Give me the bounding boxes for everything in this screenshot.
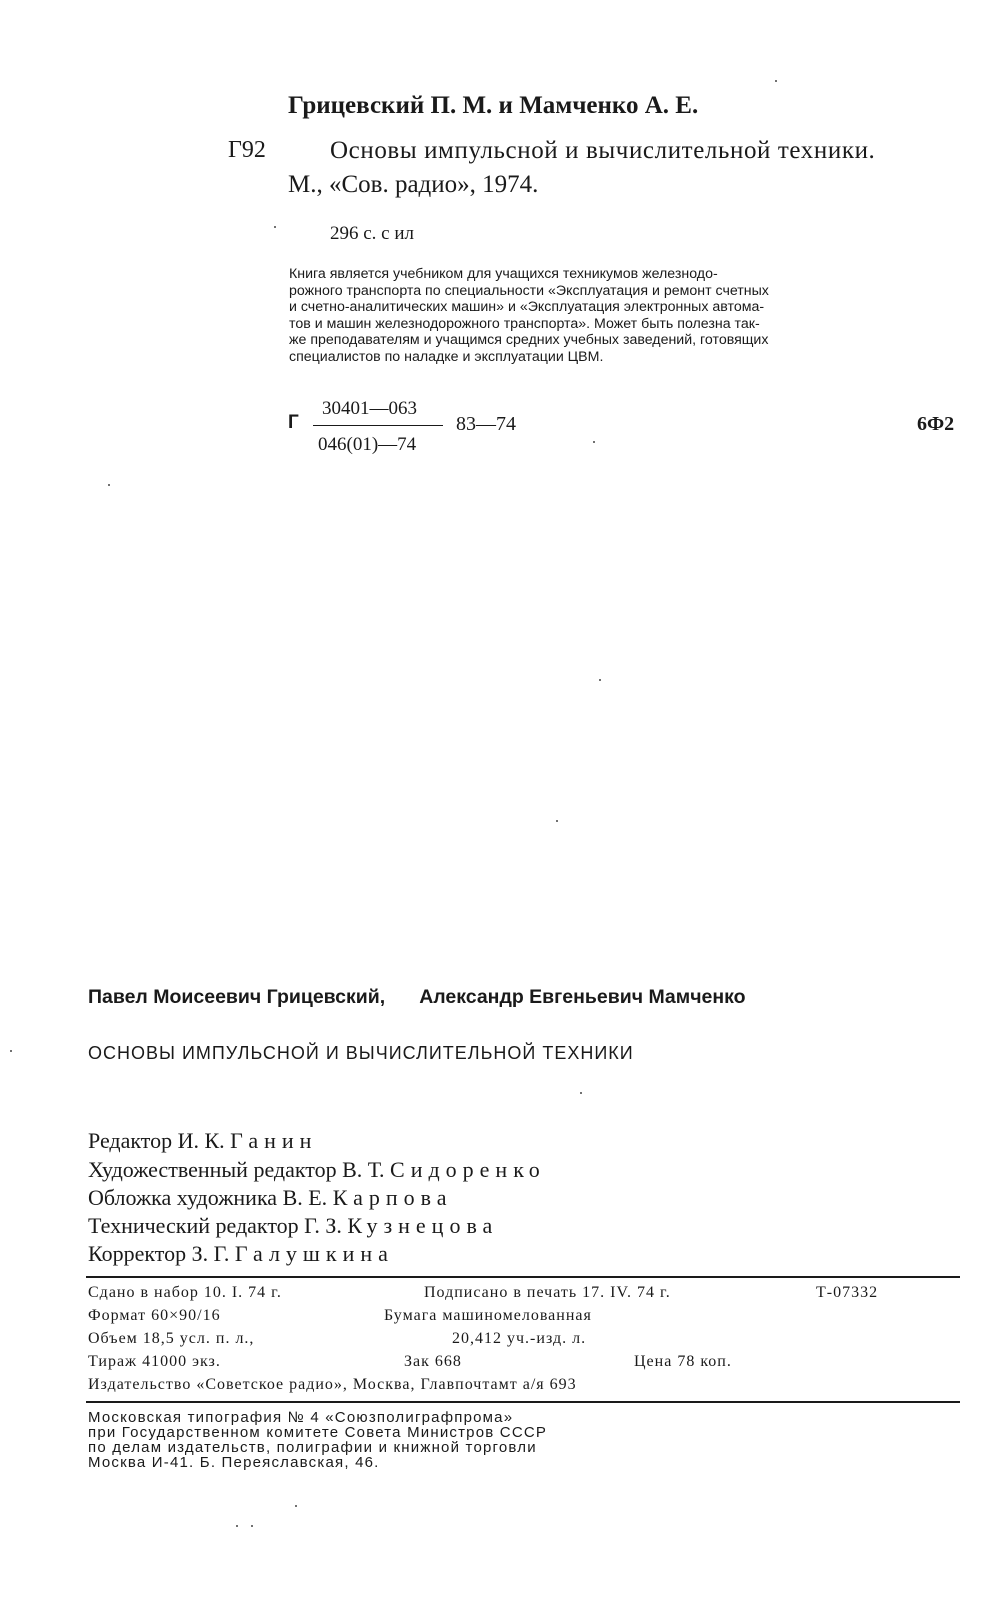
credit-role: Корректор З. Г. bbox=[88, 1241, 230, 1266]
credit-editor bbox=[88, 1128, 317, 1154]
imprint-signed: Подписано в печать 17. IV. 74 г. bbox=[424, 1284, 671, 1301]
imprint-publisher: Издательство «Советское радио», Москва, Главпочтамт а/я 693 bbox=[88, 1376, 577, 1393]
credit-name: Галушкина bbox=[234, 1241, 394, 1266]
book-annotation bbox=[289, 266, 959, 365]
annotation-line: Книга является учебником для учащихся техникумов железнодо- bbox=[289, 266, 718, 282]
credit-role: Редактор И. К. bbox=[88, 1128, 225, 1153]
code-letter: Г bbox=[288, 412, 299, 433]
scan-speck bbox=[775, 80, 777, 82]
credit-name: Ганин bbox=[230, 1128, 318, 1153]
book-title: Основы импульсной и вычислительной техники. bbox=[330, 137, 876, 164]
credit-role: Художественный редактор В. Т. bbox=[88, 1157, 385, 1182]
credit-tech-editor bbox=[88, 1213, 498, 1239]
book-authors: Грицевский П. М. и Мамченко А. Е. bbox=[288, 92, 699, 119]
author-2: Александр Евгеньевич Мамченко bbox=[419, 986, 746, 1008]
credit-name: Карпова bbox=[332, 1185, 453, 1210]
page-count: 296 с. с ил bbox=[330, 223, 415, 244]
credit-name: Кузнецова bbox=[347, 1213, 499, 1238]
credit-name: Сидоренко bbox=[390, 1157, 546, 1182]
annotation-line: и счетно-аналитических машин» и «Эксплуатация электронных автома- bbox=[289, 299, 765, 315]
code-suffix: 83—74 bbox=[456, 413, 516, 435]
fraction-bar bbox=[313, 425, 443, 426]
imprint-top-rule bbox=[86, 1276, 960, 1278]
scan-speck bbox=[274, 226, 276, 228]
annotation-line: же преподавателям и учащимся средних учебных заведений, готовящих bbox=[289, 332, 769, 348]
credit-role: Технический редактор Г. З. bbox=[88, 1213, 342, 1238]
title-caps: ОСНОВЫ ИМПУЛЬСНОЙ И ВЫЧИСЛИТЕЛЬНОЙ ТЕХНИКИ bbox=[88, 1043, 634, 1063]
publisher-line: М., «Сов. радио», 1974. bbox=[288, 171, 539, 198]
author-1: Павел Моисеевич Грицевский, bbox=[88, 986, 386, 1008]
imprint-price: Цена 78 коп. bbox=[634, 1353, 732, 1370]
scan-speck bbox=[593, 441, 595, 443]
imprint-volume-2: 20,412 уч.-изд. л. bbox=[452, 1330, 587, 1347]
imprint-bottom-rule bbox=[86, 1401, 960, 1403]
printer-line: по делам издательств, полиграфии и книжной торговли bbox=[88, 1439, 537, 1456]
authors-full-names bbox=[88, 986, 746, 1009]
scan-speck bbox=[236, 1525, 238, 1527]
classification-code: 6Ф2 bbox=[917, 413, 955, 435]
scan-speck bbox=[295, 1505, 297, 1507]
code-denominator: 046(01)—74 bbox=[318, 434, 417, 455]
annotation-line: специалистов по наладке и эксплуатации ЦВМ. bbox=[289, 348, 604, 365]
imprint-run: Тираж 41000 экз. bbox=[88, 1353, 221, 1370]
annotation-line: тов и машин железнодорожного транспорта». Может быть полезна так- bbox=[289, 315, 760, 332]
imprint-volume: Объем 18,5 усл. п. л., bbox=[88, 1330, 255, 1347]
credit-corrector bbox=[88, 1241, 394, 1267]
printer-line: при Государственном комитете Совета Министров СССР bbox=[88, 1424, 548, 1441]
imprint-code: Т-07332 bbox=[816, 1284, 879, 1301]
library-index: Г92 bbox=[228, 137, 266, 163]
scan-speck bbox=[10, 1050, 12, 1052]
scan-speck bbox=[556, 820, 558, 822]
scan-speck bbox=[580, 1092, 582, 1094]
imprint-sent: Сдано в набор 10. I. 74 г. bbox=[88, 1284, 282, 1301]
scan-speck bbox=[108, 484, 110, 486]
code-numerator: 30401—063 bbox=[322, 398, 417, 419]
imprint-order: Зак 668 bbox=[404, 1353, 462, 1370]
printer-line: Московская типография № 4 «Союзполиграфпрома» bbox=[88, 1409, 514, 1426]
printer-line: Москва И-41. Б. Переяславская, 46. bbox=[88, 1454, 380, 1471]
imprint-paper: Бумага машиномелованная bbox=[384, 1307, 592, 1324]
credit-role: Обложка художника В. Е. bbox=[88, 1185, 328, 1210]
credit-cover bbox=[88, 1185, 452, 1211]
annotation-line: рожного транспорта по специальности «Эксплуатация и ремонт счетных bbox=[289, 282, 769, 299]
imprint-format: Формат 60×90/16 bbox=[88, 1307, 221, 1324]
credit-art-editor bbox=[88, 1157, 546, 1183]
scan-speck bbox=[599, 679, 601, 681]
scan-speck bbox=[251, 1525, 253, 1527]
